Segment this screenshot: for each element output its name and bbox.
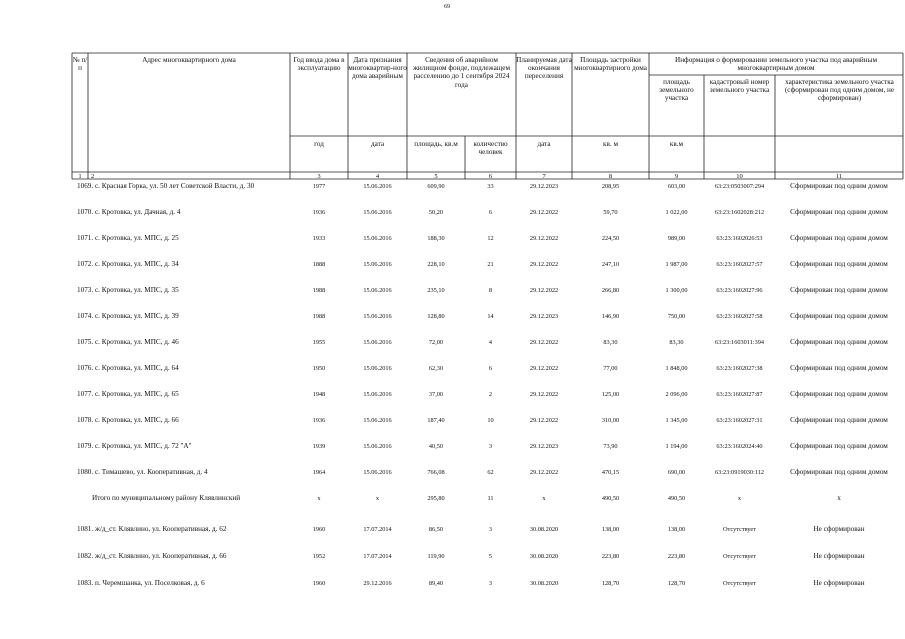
row-year: 1936 bbox=[312, 209, 326, 216]
column-number: 6 bbox=[488, 173, 493, 180]
row-characteristic: Сформирован под одним домом bbox=[790, 234, 888, 242]
unit-land-area: кв.м bbox=[669, 140, 684, 148]
row-cad: 63:23:1602027:38 bbox=[716, 365, 763, 372]
header-date-emergency: Дата признания многоквартир-ного дома аварийным bbox=[348, 56, 407, 81]
row-land: 1 848,00 bbox=[665, 365, 688, 372]
row-people: 8 bbox=[488, 287, 493, 294]
row-date: 15.06.2016 bbox=[363, 469, 392, 476]
row-land: 1 194,00 bbox=[665, 443, 688, 450]
row-address: 1069. с. Красная Горка, ул. 50 лет Советской Власти, д. 30 bbox=[77, 182, 255, 190]
row-date: 15.06.2016 bbox=[363, 235, 392, 242]
row-plan: 29.12.2022 bbox=[529, 469, 559, 476]
row-characteristic: Сформирован под одним домом bbox=[790, 312, 888, 320]
row-area: 188,30 bbox=[427, 235, 445, 242]
column-number: 9 bbox=[674, 173, 679, 180]
row-year: 1964 bbox=[312, 469, 326, 476]
row-cad: 63:23:1602024:40 bbox=[716, 443, 763, 450]
row-land: 1 300,00 bbox=[665, 287, 688, 294]
row-people: 14 bbox=[487, 313, 494, 320]
row-built: 125,00 bbox=[601, 391, 620, 398]
row-date: 15.06.2016 bbox=[363, 313, 392, 320]
row-characteristic: Не сформирован bbox=[813, 552, 865, 560]
total-land: 490,50 bbox=[667, 495, 686, 502]
total-plan: x bbox=[542, 495, 546, 502]
row-plan: 30.08.2020 bbox=[529, 553, 559, 560]
row-year: 1952 bbox=[312, 553, 326, 560]
row-land: 223,80 bbox=[667, 553, 686, 560]
row-area: 62,30 bbox=[428, 365, 444, 372]
row-address: 1080. с. Тимашево, ул. Кооперативная, д. 4 bbox=[77, 468, 208, 476]
header-cadastral: кадастровый номер земельного участка bbox=[709, 78, 770, 95]
row-date: 15.06.2016 bbox=[363, 365, 392, 372]
page-number: 69 bbox=[444, 4, 450, 10]
row-plan: 29.12.2022 bbox=[529, 417, 559, 424]
row-characteristic: Не сформирован bbox=[813, 525, 865, 533]
row-address: 1070. с. Кротовка, ул. Дачная, д. 4 bbox=[77, 208, 181, 216]
row-plan: 29.12.2022 bbox=[529, 261, 559, 268]
row-characteristic: Сформирован под одним домом bbox=[790, 182, 888, 190]
row-year: 1936 bbox=[312, 417, 326, 424]
row-year: 1988 bbox=[312, 287, 326, 294]
row-land: 2 096,00 bbox=[665, 391, 688, 398]
row-date: 15.06.2016 bbox=[363, 443, 392, 450]
header-characteristic: характеристика земельного участка (сформирован под одним домом, не сформирован) bbox=[784, 78, 895, 103]
row-area: 72,00 bbox=[428, 339, 444, 346]
row-built: 59,70 bbox=[603, 209, 618, 216]
row-year: 1960 bbox=[312, 526, 326, 533]
row-date: 15.06.2016 bbox=[363, 261, 392, 268]
row-characteristic: Сформирован под одним домом bbox=[790, 416, 888, 424]
row-characteristic: Сформирован под одним домом bbox=[790, 468, 888, 476]
total-date: x bbox=[375, 495, 380, 502]
row-built: 73,90 bbox=[603, 443, 618, 450]
row-area: 89,40 bbox=[428, 580, 444, 587]
row-characteristic: Сформирован под одним домом bbox=[790, 260, 888, 268]
row-cad: 63:23:1602027:57 bbox=[716, 261, 763, 268]
row-year: 1988 bbox=[312, 313, 326, 320]
row-date: 15.06.2016 bbox=[363, 417, 392, 424]
row-land: 690,00 bbox=[667, 469, 686, 476]
row-plan: 29.12.2022 bbox=[529, 365, 559, 372]
row-date: 15.06.2016 bbox=[363, 339, 392, 346]
row-plan: 30.08.2020 bbox=[529, 580, 559, 587]
row-address: 1082. ж/д_ст. Клявлино, ул. Кооперативная, д. 66 bbox=[77, 552, 227, 560]
row-address: 1074. с. Кротовка, ул. МПС, д. 39 bbox=[77, 312, 179, 320]
row-address: 1083. п. Черемшанка, ул. Поселковая, д. 6 bbox=[77, 579, 205, 587]
row-people: 3 bbox=[488, 580, 493, 587]
unit-year: год bbox=[314, 140, 324, 148]
row-date: 15.06.2016 bbox=[363, 183, 392, 190]
row-people: 6 bbox=[488, 209, 493, 216]
row-year: 1977 bbox=[312, 183, 326, 190]
row-characteristic: Сформирован под одним домом bbox=[790, 286, 888, 294]
row-area: 119,90 bbox=[427, 553, 445, 560]
column-number: 11 bbox=[835, 173, 843, 180]
row-area: 86,50 bbox=[428, 526, 444, 533]
header-address: Адрес многоквартирного дома bbox=[142, 56, 236, 64]
row-people: 62 bbox=[487, 469, 494, 476]
row-built: 138,00 bbox=[601, 526, 620, 533]
total-people: 11 bbox=[487, 495, 494, 502]
row-year: 1888 bbox=[312, 261, 326, 268]
row-address: 1079. с. Кротовка, ул. МПС, д. 72 "А" bbox=[77, 442, 192, 450]
row-address: 1077. с. Кротовка, ул. МПС, д. 65 bbox=[77, 390, 179, 398]
row-built: 224,50 bbox=[601, 235, 620, 242]
row-year: 1933 bbox=[312, 235, 326, 242]
row-cad: 63:23:1603011:394 bbox=[714, 339, 765, 346]
row-built: 470,15 bbox=[601, 469, 620, 476]
row-cad: 63:23:0503007:294 bbox=[714, 183, 765, 190]
row-date: 15.06.2016 bbox=[363, 391, 392, 398]
column-number: 2 bbox=[91, 173, 95, 180]
row-plan: 29.12.2022 bbox=[529, 339, 559, 346]
row-cad: 63:23:1602026:53 bbox=[716, 235, 763, 242]
row-plan: 30.08.2020 bbox=[529, 526, 559, 533]
row-land: 1 022,00 bbox=[665, 209, 688, 216]
column-number: 3 bbox=[317, 173, 321, 180]
row-area: 235,10 bbox=[427, 287, 445, 294]
row-date: 17.07.2014 bbox=[363, 553, 392, 560]
unit-built-area: кв. м bbox=[602, 140, 619, 148]
row-plan: 29.12.2023 bbox=[529, 183, 559, 190]
row-date: 29.12.2016 bbox=[363, 580, 392, 587]
total-row-label: Итого по муниципальному району Клявлинский bbox=[92, 494, 241, 502]
row-address: 1076. с. Кротовка, ул. МПС, д. 64 bbox=[77, 364, 179, 372]
row-area: 40,50 bbox=[428, 443, 444, 450]
row-built: 77,00 bbox=[603, 365, 618, 372]
row-address: 1075. с. Кротовка, ул. МПС, д. 46 bbox=[77, 338, 179, 346]
row-year: 1950 bbox=[312, 365, 326, 372]
row-address: 1071. с. Кротовка, ул. МПС, д. 25 bbox=[77, 234, 179, 242]
row-people: 21 bbox=[487, 261, 494, 268]
row-built: 146,90 bbox=[601, 313, 620, 320]
row-people: 4 bbox=[488, 339, 493, 346]
unit-people: количество человек bbox=[473, 140, 508, 156]
total-area: 295,80 bbox=[427, 495, 445, 502]
row-address: 1072. с. Кротовка, ул. МПС, д. 34 bbox=[77, 260, 179, 268]
row-date: 15.06.2016 bbox=[363, 209, 392, 216]
row-year: 1939 bbox=[312, 443, 326, 450]
row-land: 138,00 bbox=[667, 526, 686, 533]
row-area: 187,40 bbox=[427, 417, 445, 424]
header-land-info: Информация о формировании земельного участка под аварийным многоквартирным домом bbox=[675, 56, 877, 73]
row-cad: 63:23:1602027:31 bbox=[716, 417, 763, 424]
header-planned-date: Планируемая дата окончания переселения bbox=[516, 56, 572, 81]
row-year: 1960 bbox=[312, 580, 326, 587]
row-people: 5 bbox=[488, 553, 493, 560]
row-characteristic: Сформирован под одним домом bbox=[790, 390, 888, 398]
row-plan: 29.12.2022 bbox=[529, 391, 559, 398]
row-cad: Отсутствует bbox=[723, 526, 756, 533]
row-land: 83,30 bbox=[669, 339, 684, 346]
header-num: № п/п bbox=[72, 56, 88, 73]
row-people: 3 bbox=[488, 443, 493, 450]
row-built: 128,70 bbox=[601, 580, 620, 587]
row-cad: 63:23:1602028:212 bbox=[714, 209, 765, 216]
row-cad: 63:23:0919030:112 bbox=[714, 469, 765, 476]
row-land: 1 345,00 bbox=[665, 417, 688, 424]
row-built: 247,10 bbox=[601, 261, 620, 268]
row-cad: 63:23:1602027:87 bbox=[716, 391, 763, 398]
row-people: 10 bbox=[487, 417, 494, 424]
row-area: 228,10 bbox=[427, 261, 445, 268]
row-land: 1 987,00 bbox=[665, 261, 688, 268]
row-plan: 29.12.2023 bbox=[529, 443, 559, 450]
header-year-built: Год ввода дома в эксплуатацию bbox=[293, 56, 345, 73]
row-characteristic: Сформирован под одним домом bbox=[790, 338, 888, 346]
row-built: 223,80 bbox=[601, 553, 620, 560]
header-fund-info: Сведения об аварийном жилищном фонде, подлежащем расселению до 1 сентября 2024 года bbox=[412, 56, 511, 89]
row-area: 50,20 bbox=[428, 209, 444, 216]
unit-date: дата bbox=[370, 140, 385, 148]
row-built: 83,30 bbox=[603, 339, 618, 346]
row-characteristic: Сформирован под одним домом bbox=[790, 364, 888, 372]
row-built: 208,95 bbox=[601, 183, 620, 190]
column-number: 8 bbox=[608, 173, 613, 180]
row-people: 2 bbox=[488, 391, 493, 398]
row-characteristic: Сформирован под одним домом bbox=[790, 208, 888, 216]
column-number: 5 bbox=[434, 173, 438, 180]
row-cad: Отсутствует bbox=[723, 553, 756, 560]
total-characteristic: x bbox=[837, 494, 841, 502]
row-plan: 29.12.2023 bbox=[529, 313, 559, 320]
row-year: 1948 bbox=[312, 391, 326, 398]
row-area: 128,80 bbox=[427, 313, 445, 320]
row-cad: 63:23:1602027:58 bbox=[716, 313, 763, 320]
row-date: 15.06.2016 bbox=[363, 287, 392, 294]
row-land: 989,00 bbox=[667, 235, 686, 242]
row-address: 1073. с. Кротовка, ул. МПС, д. 35 bbox=[77, 286, 179, 294]
row-people: 12 bbox=[487, 235, 494, 242]
unit-plan-date: дата bbox=[537, 140, 551, 148]
row-plan: 29.12.2022 bbox=[529, 287, 559, 294]
row-plan: 29.12.2022 bbox=[529, 209, 559, 216]
column-number: 4 bbox=[375, 173, 380, 180]
row-land: 603,00 bbox=[667, 183, 686, 190]
row-area: 609,90 bbox=[427, 183, 445, 190]
total-built: 490,50 bbox=[601, 495, 620, 502]
column-number: 1 bbox=[78, 173, 82, 180]
row-people: 3 bbox=[488, 526, 493, 533]
row-built: 266,80 bbox=[601, 287, 620, 294]
row-year: 1955 bbox=[312, 339, 326, 346]
unit-area: площадь, кв.м bbox=[414, 140, 458, 148]
row-land: 128,70 bbox=[667, 580, 686, 587]
row-cad: 63:23:1602027:96 bbox=[716, 287, 763, 294]
row-cad: Отсутствует bbox=[723, 580, 756, 587]
row-plan: 29.12.2022 bbox=[529, 235, 559, 242]
row-address: 1078. с. Кротовка, ул. МПС, д. 66 bbox=[77, 416, 179, 424]
total-year: x bbox=[317, 495, 321, 502]
row-characteristic: Сформирован под одним домом bbox=[790, 442, 888, 450]
row-date: 17.07.2014 bbox=[363, 526, 392, 533]
column-number: 7 bbox=[542, 173, 546, 180]
row-people: 33 bbox=[487, 183, 494, 190]
row-people: 6 bbox=[488, 365, 493, 372]
header-built-area: Площадь застройки многоквартирного дома bbox=[574, 56, 647, 73]
row-area: 766,08 bbox=[427, 469, 445, 476]
header-land-area: площадь земельного участка bbox=[659, 78, 694, 103]
total-cad: x bbox=[737, 495, 742, 502]
row-characteristic: Не сформирован bbox=[813, 579, 865, 587]
row-address: 1081. ж/д_ст. Клявлино, ул. Кооперативная, д. 62 bbox=[77, 525, 227, 533]
row-built: 310,00 bbox=[601, 417, 620, 424]
row-area: 37,00 bbox=[428, 391, 444, 398]
row-land: 750,00 bbox=[667, 313, 686, 320]
column-number: 10 bbox=[736, 173, 743, 180]
